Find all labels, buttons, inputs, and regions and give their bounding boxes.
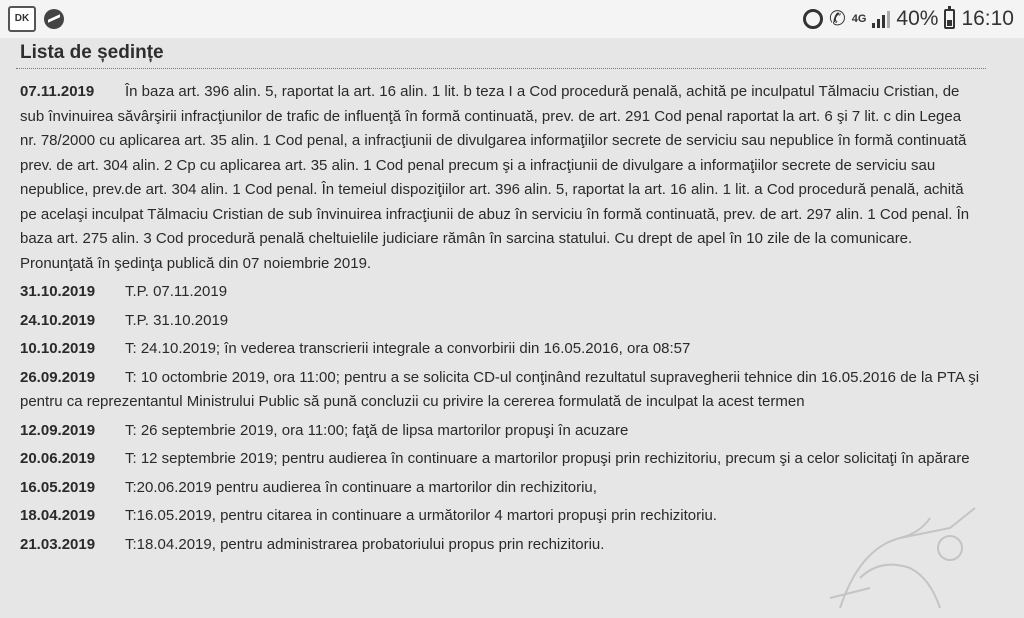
entry-text: T: 24.10.2019; în vederea transcrierii integrale a convorbirii din 16.05.2016, ora 08:57 — [125, 340, 691, 357]
list-item — [20, 366, 980, 415]
entry-date: 18.04.2019 — [20, 507, 96, 524]
entry-date: 20.06.2019 — [20, 450, 96, 467]
clock: 16:10 — [961, 7, 1014, 30]
page-title: Lista de ședințe — [20, 42, 164, 63]
app-notification-icon: DK — [8, 6, 36, 32]
entry-text: T:20.06.2019 pentru audierea în continuare a martorilor din rechizitoriu, — [125, 478, 597, 496]
status-bar — [0, 0, 1024, 38]
entry-text: T: 12 septembrie 2019; pentru audierea în continuare a martorilor propuşi prin rechizitoriu, precum şi a celor solicitaţi în apărare — [125, 450, 970, 467]
entry-date: 26.09.2019 — [20, 368, 96, 386]
entry-date: 16.05.2019 — [20, 478, 96, 496]
entry-date: 07.11.2019 — [20, 83, 95, 100]
entry-text: T: 26 septembrie 2019, ora 11:00; faţă de lipsa martorilor propuşi în acuzare — [125, 421, 629, 439]
battery-icon — [944, 9, 955, 29]
list-item — [20, 309, 980, 334]
messenger-icon — [44, 9, 64, 29]
battery-percent: 40% — [896, 7, 939, 30]
justice-watermark-icon — [800, 488, 1000, 618]
alarm-icon — [803, 9, 823, 29]
entry-date: 24.10.2019 — [20, 311, 96, 329]
entry-text: În baza art. 396 alin. 5, raportat la art. 16 alin. 1 lit. b teza I a Cod procedură penală, achită pe inculpatul Tălmaciu Cristian, de sub învinuirea săvârşirii infracţiunilor de trafic de influenţă în formă continuată, prev. de art. 291 Cod penal raportat la art. 6 şi 7 lit. c din Legea nr. 78/2000 cu aplicarea art. 35 alin. 1 Cod penal, a infracţiunii de divulgarea informaţiilor secrete de serviciu sau nepublice în formă continuată prev. de art. 304 alin. 2 Cp cu aplicarea art. 35 alin. 1 Cod penal precum şi a infracţiunii de divulgare a informaţiilor secrete de serviciu sau nepublice, prev.de art. 304 alin. 1 Cod penal. În temeiul dispoziţiilor art. 396 alin. 5, raportat la art. 16 alin. 1 lit. a Cod procedură penală, achită pe acelaşi inculpat Tălmaciu Cristian de sub învinuirea infracţiunii de abuz în serviciu în formă continuată, prev. de art. 297 alin. 1 Cod penal. În baza art. 275 alin. 3 Cod procedură penală cheltuielile judiciare rămân în sarcina statului. Cu drept de apel în 10 zile de la comunicare. Pronunţată în şedinţa publică din 07 noiembrie 2019. — [20, 83, 970, 272]
signal-icon — [872, 10, 890, 28]
entry-date: 10.10.2019 — [20, 340, 96, 357]
list-item — [20, 280, 980, 305]
entry-text: T.P. 07.11.2019 — [125, 283, 228, 300]
title-divider — [16, 68, 986, 69]
list-item — [20, 447, 980, 472]
call-icon: ✆ — [828, 8, 846, 30]
entry-date: 21.03.2019 — [20, 535, 96, 553]
entry-date: 31.10.2019 — [20, 283, 96, 300]
entry-text: T.P. 31.10.2019 — [125, 311, 229, 329]
network-type: 4G — [851, 13, 867, 25]
entry-text: T:18.04.2019, pentru administrarea probatoriului propus prin rechizitoriu. — [125, 535, 605, 553]
main-content — [0, 38, 1024, 576]
entry-date: 12.09.2019 — [20, 421, 96, 439]
list-item — [20, 337, 980, 362]
list-item — [20, 419, 980, 444]
entry-text: T:16.05.2019, pentru citarea in continuare a următorilor 4 martori propuşi prin rechizitoriu. — [125, 507, 717, 524]
list-item — [20, 80, 980, 276]
entry-text: T: 10 octombrie 2019, ora 11:00; pentru a se solicita CD-ul conţinând rezultatul supravegherii tehnice din 16.05.2016 de la PTA şi pentru ca reprezentantul Ministrului Public să pună concluzii cu privire la cererea formulată de inculpat la acest termen — [20, 368, 980, 410]
